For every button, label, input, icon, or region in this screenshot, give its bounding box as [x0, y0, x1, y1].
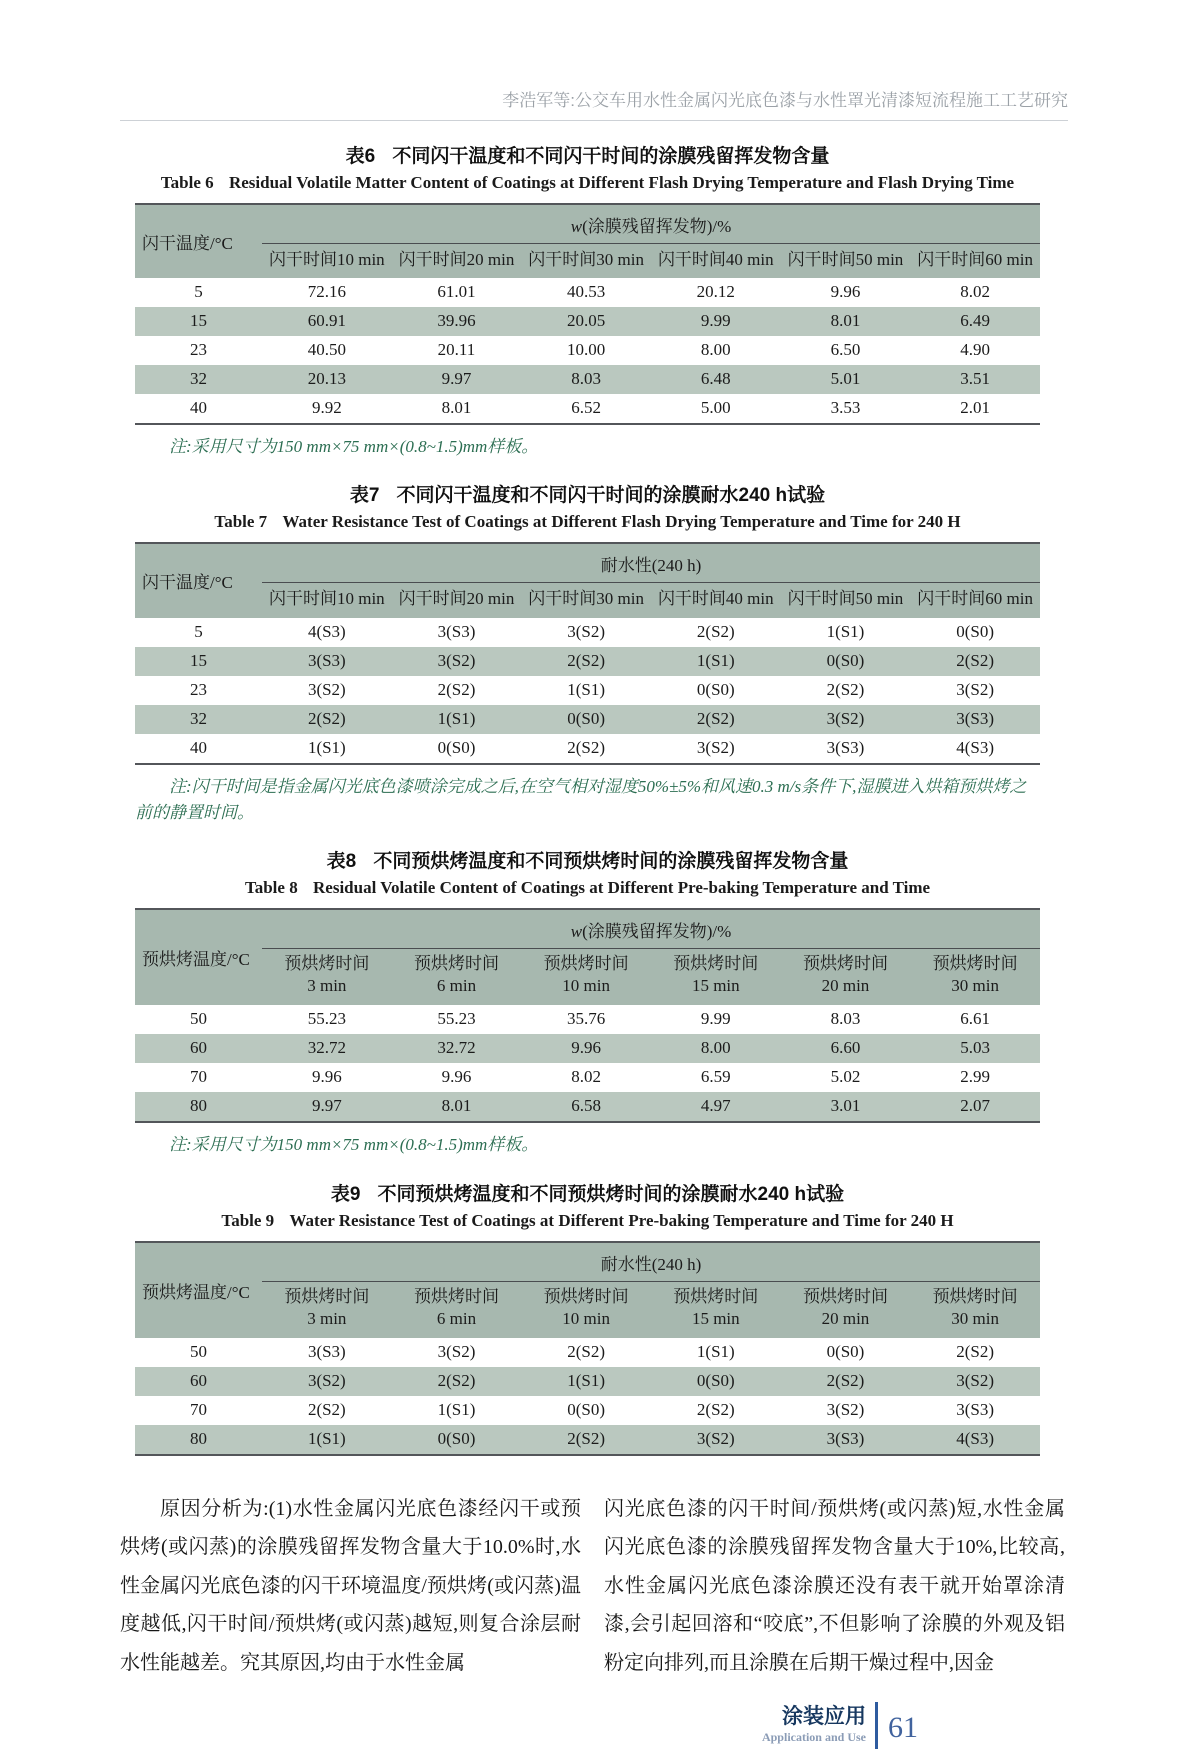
table-cell: 3(S2): [826, 1399, 865, 1419]
table-cell: 3(S3): [826, 737, 865, 757]
row-label: 40: [190, 737, 207, 757]
table-cell: 20.13: [307, 369, 346, 389]
row-label: 80: [190, 1428, 207, 1448]
table6-block: [135, 141, 1040, 460]
table-cell: 32.72: [307, 1038, 346, 1058]
row-axis-header: 预烘烤温度/°C: [135, 1242, 262, 1338]
measure-header-text: 耐水性(240 h): [600, 1254, 702, 1274]
measure-header: [262, 543, 1040, 583]
measure-header-text: (涂膜残留挥发物)/%: [582, 217, 732, 236]
column-header: 预烘烤时间 15 min: [651, 949, 781, 1006]
table-cell: 1(S1): [307, 737, 346, 757]
column-header: 闪干时间40 min: [651, 244, 781, 279]
column-header: 预烘烤时间 10 min: [521, 949, 651, 1006]
table8-title-cn: [135, 846, 1040, 873]
table-row: [135, 1425, 1040, 1455]
table-cell: 0(S0): [567, 1399, 606, 1419]
table-cell: 2(S2): [567, 650, 606, 670]
table-cell: 6.48: [700, 369, 731, 389]
table-row: [135, 394, 1040, 424]
column-header: 预烘烤时间 3 min: [262, 949, 392, 1006]
table-cell: 5.01: [830, 369, 861, 389]
body-paragraph-left: 原因分析为:(1)水性金属闪光底色漆经闪干或预烘烤(或闪蒸)的涂膜残留挥发物含量大于10.0%时,水性金属闪光底色漆的闪干环境温度/预烘烤(或闪蒸)温度越低,闪干时间/预烘烤(或闪蒸)越短,则复合涂层耐水性能越差。究其原因,均由于水性金属: [120, 1497, 581, 1674]
table9-title-en: [135, 1211, 1040, 1231]
column-header: 闪干时间60 min: [910, 583, 1040, 618]
table-row: [135, 1005, 1040, 1034]
footer-section: [762, 1705, 866, 1745]
column-header: 闪干时间10 min: [262, 583, 392, 618]
row-label: 60: [190, 1370, 207, 1390]
table-cell: 8.01: [441, 1096, 472, 1116]
table9-label-cn: 表9: [330, 1183, 361, 1205]
table-cell: 10.00: [567, 340, 606, 360]
table-cell: 1(S1): [696, 650, 735, 670]
table-cell: 2(S2): [826, 679, 865, 699]
column-header: 预烘烤时间 20 min: [781, 949, 911, 1006]
table-cell: 3(S2): [696, 737, 735, 757]
body-column-left: [120, 1490, 581, 1682]
column-header: 预烘烤时间 6 min: [392, 1281, 522, 1338]
table-cell: 2(S2): [437, 1370, 476, 1390]
table-cell: 1(S1): [437, 708, 476, 728]
table-cell: 32.72: [437, 1038, 476, 1058]
measure-header: [262, 1242, 1040, 1282]
table-cell: 8.00: [700, 340, 731, 360]
row-label: 60: [190, 1038, 207, 1058]
table-cell: 9.97: [311, 1096, 342, 1116]
table9: [135, 1241, 1040, 1456]
row-label: 23: [190, 679, 207, 699]
table-cell: 3(S2): [437, 1341, 476, 1361]
table-cell: 6.59: [700, 1067, 731, 1087]
table-cell: 0(S0): [696, 1370, 735, 1390]
measure-header: [262, 204, 1040, 244]
table-cell: 3(S2): [437, 650, 476, 670]
table-cell: 0(S0): [567, 708, 606, 728]
row-label: 15: [190, 650, 207, 670]
table7-note: 注:闪干时间是指金属闪光底色漆喷涂完成之后,在空气相对湿度50%±5%和风速0.3 m/s条件下,湿膜进入烘箱预烘烤之前的静置时间。: [135, 776, 1027, 822]
footer-divider-bar: [875, 1702, 878, 1749]
table-cell: 2(S2): [567, 737, 606, 757]
table-cell: 1(S1): [307, 1428, 346, 1448]
table-row: [135, 365, 1040, 394]
table-cell: 2(S2): [956, 650, 995, 670]
table-cell: 2(S2): [567, 1341, 606, 1361]
column-header: 闪干时间30 min: [521, 244, 651, 279]
table-cell: 8.02: [960, 282, 991, 302]
column-header: 闪干时间60 min: [910, 244, 1040, 279]
row-label: 50: [190, 1009, 207, 1029]
column-header: 预烘烤时间 30 min: [910, 949, 1040, 1006]
table-cell: 3(S3): [826, 1428, 865, 1448]
table-cell: 2(S2): [437, 679, 476, 699]
table-row: [135, 336, 1040, 365]
table-row: [135, 1034, 1040, 1063]
row-label: 15: [190, 311, 207, 331]
table6-caption-en: Residual Volatile Matter Content of Coatings at Different Flash Drying Temperature and Flash Drying Time: [228, 173, 1015, 192]
table7-caption-en: Water Resistance Test of Coatings at Different Flash Drying Temperature and Time for 240 H: [282, 512, 961, 532]
table-cell: 61.01: [437, 282, 476, 302]
table-cell: 8.00: [700, 1038, 731, 1058]
table-cell: 1(S1): [567, 1370, 606, 1390]
table-row: [135, 705, 1040, 734]
row-label: 70: [190, 1399, 207, 1419]
table6-title-en: [135, 173, 1040, 193]
table-row: [135, 1338, 1040, 1367]
table-cell: 20.11: [437, 340, 476, 360]
table-cell: 6.52: [571, 398, 602, 418]
row-label: 23: [190, 340, 207, 360]
table-cell: 39.96: [437, 311, 476, 331]
table-cell: 1(S1): [826, 621, 865, 641]
table-cell: 0(S0): [696, 679, 735, 699]
table-cell: 5.03: [960, 1038, 991, 1058]
table8-label-en: Table 8: [244, 878, 298, 898]
row-label: 80: [190, 1096, 207, 1116]
table9-block: [135, 1179, 1040, 1456]
table-cell: 9.96: [571, 1038, 602, 1058]
table-cell: 55.23: [437, 1009, 476, 1029]
running-head-text: 李浩军等:公交车用水性金属闪光底色漆与水性罩光清漆短流程施工工艺研究: [502, 91, 1068, 110]
table-cell: 5.02: [830, 1067, 861, 1087]
table6-label-en: Table 6: [160, 173, 214, 192]
column-header: 闪干时间50 min: [781, 244, 911, 279]
table-cell: 3(S3): [956, 1399, 995, 1419]
table7-block: [135, 480, 1040, 826]
column-header: 闪干时间40 min: [651, 583, 781, 618]
table-row: [135, 647, 1040, 676]
table-cell: 20.05: [567, 311, 606, 331]
table-cell: 4(S3): [956, 737, 995, 757]
table9-caption-en: Water Resistance Test of Coatings at Different Pre-baking Temperature and Time for 240 H: [289, 1210, 954, 1230]
measure-header-text: 耐水性(240 h): [600, 556, 702, 576]
table-row: [135, 618, 1040, 647]
table-cell: 9.96: [441, 1067, 472, 1087]
column-header: 预烘烤时间 30 min: [910, 1281, 1040, 1338]
table-cell: 2.01: [960, 398, 991, 418]
page-content: [120, 141, 1065, 1749]
column-header: 预烘烤时间 10 min: [521, 1281, 651, 1338]
row-axis-header: 预烘烤温度/°C: [135, 909, 262, 1005]
column-header: 闪干时间20 min: [392, 583, 522, 618]
running-head: [120, 86, 1068, 121]
table-cell: 3(S2): [956, 1370, 995, 1390]
table-cell: 2(S2): [307, 708, 346, 728]
table-cell: 3(S3): [956, 708, 995, 728]
table7-label-cn: 表7: [349, 485, 380, 507]
table-cell: 9.97: [441, 369, 472, 389]
column-header: 预烘烤时间 20 min: [781, 1281, 911, 1338]
table6-title-cn: [135, 141, 1040, 168]
table7-caption-cn: 不同闪干温度和不同闪干时间的涂膜耐水240 h试验: [396, 485, 826, 507]
table9-label-en: Table 9: [221, 1210, 275, 1230]
table-cell: 8.01: [441, 398, 472, 418]
row-label: 50: [190, 1341, 207, 1361]
table-cell: 0(S0): [956, 621, 995, 641]
row-label: 32: [190, 708, 207, 728]
body-paragraph-right: 闪光底色漆的闪干时间/预烘烤(或闪蒸)短,水性金属闪光底色漆的涂膜残留挥发物含量大于10%,比较高,水性金属闪光底色漆涂膜还没有表干就开始罩涂清漆,会引起回溶和“咬底”,不但影响了涂膜的外观及铝粉定向排列,而且涂膜在后期干燥过程中,因金: [604, 1497, 1065, 1674]
table-row: [135, 278, 1040, 307]
table-cell: 1(S1): [567, 679, 606, 699]
table-cell: 4(S3): [956, 1428, 995, 1448]
table-cell: 4.97: [700, 1096, 731, 1116]
body-column-right: [604, 1490, 1065, 1682]
table-cell: 6.58: [571, 1096, 602, 1116]
table7-title-cn: [135, 480, 1040, 507]
table-cell: 8.03: [571, 369, 602, 389]
table8-caption-en: Residual Volatile Content of Coatings at Different Pre-baking Temperature and Time: [313, 878, 931, 898]
table-cell: 3(S2): [307, 1370, 346, 1390]
table-cell: 2.07: [960, 1096, 991, 1116]
column-header: 闪干时间10 min: [262, 244, 392, 279]
table-cell: 0(S0): [437, 1428, 476, 1448]
footer-section-en: Application and Use: [761, 1730, 866, 1745]
table-cell: 6.60: [830, 1038, 861, 1058]
measure-header: [262, 909, 1040, 949]
table-cell: 8.01: [830, 311, 861, 331]
table-cell: 3(S2): [826, 708, 865, 728]
table-cell: 6.61: [960, 1009, 991, 1029]
row-label: 70: [190, 1067, 207, 1087]
table7-label-en: Table 7: [214, 512, 268, 532]
table-cell: 0(S0): [437, 737, 476, 757]
row-label: 40: [190, 398, 207, 418]
table9-title-cn: [135, 1179, 1040, 1206]
table-cell: 2(S2): [696, 1399, 735, 1419]
row-label: 5: [194, 621, 203, 641]
table-cell: 3(S3): [307, 650, 346, 670]
table8-block: [135, 846, 1040, 1159]
table-cell: 9.96: [311, 1067, 342, 1087]
table-cell: 9.96: [830, 282, 861, 302]
table-row: [135, 1367, 1040, 1396]
row-label: 32: [190, 369, 207, 389]
table-cell: 2(S2): [826, 1370, 865, 1390]
table-cell: 0(S0): [826, 650, 865, 670]
table-cell: 20.12: [696, 282, 735, 302]
table6-caption-cn: 不同闪干温度和不同闪干时间的涂膜残留挥发物含量: [392, 146, 830, 167]
page-number: 61: [888, 1711, 918, 1745]
table-cell: 55.23: [307, 1009, 346, 1029]
table8-title-en: [135, 878, 1040, 898]
table-cell: 40.53: [567, 282, 606, 302]
table-cell: 2(S2): [696, 708, 735, 728]
row-axis-header: 闪干温度/°C: [135, 543, 262, 617]
table-cell: 2(S2): [307, 1399, 346, 1419]
table-cell: 2.99: [960, 1067, 991, 1087]
table6-note: 注:采用尺寸为150 mm×75 mm×(0.8~1.5)mm样板。: [169, 437, 539, 457]
table-cell: 3.51: [960, 369, 991, 389]
table-cell: 3.01: [830, 1096, 861, 1116]
table-cell: 4(S3): [307, 621, 346, 641]
table-cell: 1(S1): [437, 1399, 476, 1419]
measure-header-text: w: [570, 217, 583, 236]
table-cell: 2(S2): [696, 621, 735, 641]
column-header: 闪干时间50 min: [781, 583, 911, 618]
table-cell: 9.99: [700, 311, 731, 331]
page-footer: [135, 1702, 918, 1749]
table7: [135, 542, 1040, 764]
table-cell: 5.00: [700, 398, 731, 418]
column-header: 预烘烤时间 15 min: [651, 1281, 781, 1338]
table9-caption-cn: 不同预烘烤温度和不同预烘烤时间的涂膜耐水240 h试验: [377, 1183, 845, 1205]
table8: [135, 908, 1040, 1123]
table-cell: 0(S0): [826, 1341, 865, 1361]
column-header: 预烘烤时间 3 min: [262, 1281, 392, 1338]
table-row: [135, 1396, 1040, 1425]
table-cell: 6.49: [960, 311, 991, 331]
table-row: [135, 1092, 1040, 1122]
table-cell: 2(S2): [956, 1341, 995, 1361]
table6-label-cn: 表6: [345, 146, 376, 167]
table8-caption-cn: 不同预烘烤温度和不同预烘烤时间的涂膜残留挥发物含量: [373, 851, 849, 873]
table-row: [135, 1063, 1040, 1092]
table-cell: 1(S1): [696, 1341, 735, 1361]
table-cell: 4.90: [960, 340, 991, 360]
table-cell: 72.16: [307, 282, 346, 302]
table-row: [135, 676, 1040, 705]
table-row: [135, 307, 1040, 336]
table-cell: 8.02: [571, 1067, 602, 1087]
table-cell: 2(S2): [567, 1428, 606, 1448]
column-header: 闪干时间30 min: [521, 583, 651, 618]
table-cell: 3(S2): [307, 679, 346, 699]
table-cell: 60.91: [307, 311, 346, 331]
table8-label-cn: 表8: [326, 851, 357, 873]
row-label: 5: [194, 282, 203, 302]
table8-note: 注:采用尺寸为150 mm×75 mm×(0.8~1.5)mm样板。: [169, 1135, 539, 1155]
table-row: [135, 734, 1040, 764]
table-cell: 3(S3): [307, 1341, 346, 1361]
table-cell: 3(S3): [437, 621, 476, 641]
table7-title-en: [135, 512, 1040, 532]
measure-header-text: w: [570, 922, 583, 942]
column-header: 预烘烤时间 6 min: [392, 949, 522, 1006]
table-cell: 6.50: [830, 340, 861, 360]
measure-header-text: (涂膜残留挥发物)/%: [582, 922, 732, 942]
table-cell: 3(S2): [956, 679, 995, 699]
table-cell: 3(S2): [567, 621, 606, 641]
body-text: [120, 1490, 1065, 1682]
table-cell: 9.99: [700, 1009, 731, 1029]
paper-page: [0, 86, 1187, 1745]
table-cell: 35.76: [567, 1009, 606, 1029]
table-cell: 3.53: [830, 398, 861, 418]
table-cell: 3(S2): [696, 1428, 735, 1448]
table-cell: 8.03: [830, 1009, 861, 1029]
table6: [135, 203, 1040, 425]
table-cell: 9.92: [311, 398, 342, 418]
row-axis-header: 闪干温度/°C: [135, 204, 262, 278]
footer-section-cn: 涂装应用: [782, 1705, 866, 1729]
table-cell: 40.50: [307, 340, 346, 360]
column-header: 闪干时间20 min: [392, 244, 522, 279]
